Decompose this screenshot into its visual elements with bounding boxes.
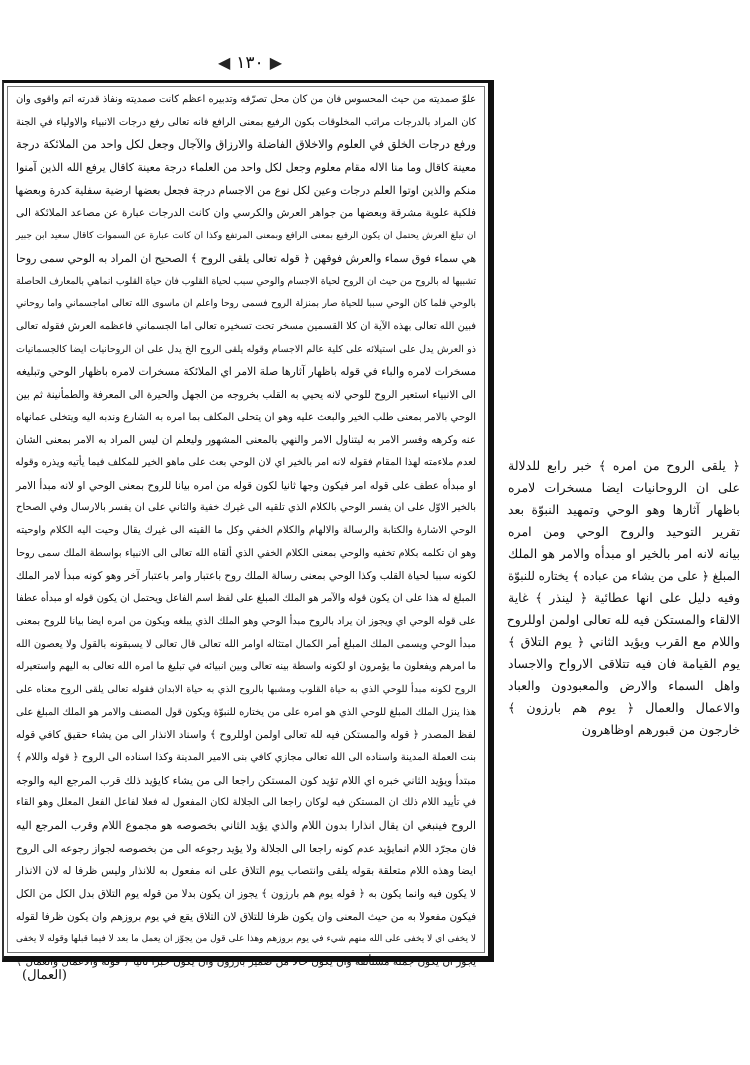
- text-line: الروح فينبغي ان يقال انذارا بدون اللام والذي يؤيد الثاني بخصوصه هو مجموع اللام وقرب المرجع اليه: [16, 819, 476, 832]
- text-line: الوحي بالامر بمعنى طلب الخير والبعث عليه وهو ان يتحلى المكلف بما امره به الشارع وندبه اليه ويتخلى عمانهاه: [16, 411, 476, 423]
- text-line: فان مجرّد اللام انمايؤيد عدم كونه راجعا الى الجلالة ولا يؤيد رجوعه الى من بخصوصه لجواز رجوعه الى الروح: [16, 842, 476, 855]
- text-line: مبدأ الوحي ويسمى الملك المبلغ أمر الكمال امتثاله اوامر الله تعالى قال تعالى لا يسبقونه بالقول ولا يعصون الله: [16, 638, 476, 650]
- text-line: ايضا وهذه اللام متعلقة بقوله يلقى وانتصاب يوم التلاق على انه مفعول به للانذار وليس ظرفا له لان الانذار: [16, 865, 476, 878]
- main-text-body: [7, 86, 485, 969]
- margin-note-line: على ان الروحانيات ايضا مسخرات لامره: [508, 480, 740, 495]
- text-line: معينة كاقال وما منا الاله مقام معلوم وجعل لكل واحد من العلماء درجة معينة كاقال يرفع الله الذين آمنوا: [16, 161, 476, 175]
- text-line: تشبيها له بالروح من حيث ان الروح لحياة الاجسام والوحي سبب لحياة القلوب فان حياة القلوب انماهي بالمعارف الحاصلة: [16, 275, 476, 287]
- text-line: لا يكون فيه وانما يكون به ﴿ قوله يوم هم بارزون ﴾ يجوز ان يكون بدلا من قوله يوم التلاق بدل الكل من الكل: [16, 888, 476, 901]
- text-line: بالوحي فلما كان الوحي سببا للحياة صار بمنزلة الروح فسمى روحا واعلم ان ماسوى الله تعالى اماجسماني واما روحاني: [16, 298, 476, 310]
- text-line: لعدم ملاءمته لهذا المقام فقوله لانه امر بالخير اي لان الوحي بعث على ماهو الخير للمكلف فيما يأتيه ويذره وقوله: [15, 457, 476, 468]
- text-line: عنه وكرهه وفسر الامر به ليتناول الامر والنهي بالمعنى المشهور وليعلم ان ليس المراد به الامر بمعنى الشان: [16, 434, 476, 447]
- text-line: ورفع درجات الخلق في العلوم والاخلاق الفاضلة والارزاق والآجال وجعل لكل واحد من الملائكة درجة: [16, 138, 476, 152]
- text-line: منكم والذين اوتوا العلم درجات وعين لكل نوع من الاجسام درجة فجعل بعضها ارضية سفلية كدرة وبعضها: [15, 183, 476, 197]
- page-header: [160, 50, 340, 76]
- text-line: على قوله الوحي اي ويجوز ان يراد بالروح مبدأ الوحي وهو الملك الذي يبلغه ويكون من امره ايضا بيانا للروح بمعنى: [16, 615, 476, 627]
- text-line: الروح لكونه مبدأ للوحي الذي به حياة القلوب ومشبها بالروح الذي به حياة الابدان فقوله تعالى يلقى الروح معناه على: [16, 683, 476, 695]
- ornament-right-icon: ▶: [269, 53, 283, 72]
- text-line: فبين الله تعالى بهذه الآية ان كلا القسمين مسخر تحت تسخيره تعالى اما الجسماني فاعظمه العرش فقوله تعالى: [16, 320, 476, 332]
- text-line: او مبدأه عطف على قوله امر فيكون وجها ثانيا لكون قوله من امره بيانا للروح بمعنى الوحي او لانه مبدأ الامر: [16, 479, 476, 492]
- text-line: المبلغ له هذا على ان يكون قوله والآمر هو الملك المبلغ على لفظ اسم الفاعل ويحتمل ان يكون قوله او مبدأه عطفا: [16, 593, 476, 605]
- text-line: هذا ينزل الملك المبلغ للوحي الذي هو امره على من يختاره للنبوّة ويكون قول المصنف والامر هو الملك المبلغ على: [16, 706, 476, 718]
- text-line: لفظ المصدر ﴿ قوله والمستكن فيه لله تعالى اولمن اوللروح ﴾ واسناد الانذار الى من يشاء حقيق كافي قوله: [16, 729, 476, 742]
- text-line: علوّ صمديته من حيث المحسوس فان من كان محل تصرّفه وتدبيره اعظم كانت صمديته ونفاذ قدرته اتم واقوى وان: [16, 94, 476, 105]
- page-number: ١٣٠: [236, 53, 264, 73]
- text-line: كان المراد بالدرجات مراتب المخلوقات بكون الرفيع بمعنى الرافع فانه تعالى رفع درجات الانبياء والاولياء في الجنة: [16, 116, 476, 128]
- margin-note-line: واللام مع القرب ويؤيد الثاني ﴿ يوم التلاق ﴾: [508, 634, 740, 649]
- text-line: مبتدأ ويؤيد الثاني خبره اي اللام تؤيد كون المستكن راجعا الى من يشاء كايؤيد ذلك قرب المرجع اليه والوجه: [16, 774, 476, 787]
- text-line: ان تبلغ العرش يحتمل ان يكون الرفيع بمعنى الرافع وبمعنى المرتفع وكذا ان كانت عبارة عن السموات كاقال سعيد ابن جبير: [16, 231, 476, 242]
- margin-note-line: واهل السماء والارض والمعبودون والعباد: [508, 678, 740, 693]
- text-line: مسخرات لامره والباء في قوله باظهار آثارها صلة الامر اي الملائكة مسخرات لامره باظهار الوحي وتبليغه: [16, 365, 476, 379]
- margin-note-line: الالقاء والمستكن فيه لله تعالى اولمن اوللروح: [506, 612, 740, 627]
- text-line: يجوز ان يكون جملة مستأنفة وان يكون حالا من ضمير بارزون وان يكون خبرا ثانيا ﴿ قوله والاعمال والعمال ﴾: [16, 956, 476, 969]
- main-text-frame: [2, 80, 494, 969]
- margin-note-line: تقرير التوحيد والروح الوحي ومن امره: [508, 524, 740, 539]
- text-line: فيكون مفعولا به من حيث المعنى وان يكون ظرفا للتلاق لان التلاق يقع في يوم بروزهم وان يكون ظرفا لقوله: [16, 910, 476, 923]
- margin-note-line: خارجون من قبورهم اوظاهرون: [581, 722, 740, 737]
- margin-note-line: باظهار آثارها وهو الوحي وتمهيد النبوّة بعد: [508, 502, 740, 517]
- margin-note-line: بيانه لانه امر بالخير او مبدأه والامر هو الملك: [508, 546, 740, 561]
- margin-note-line: يوم القيامة فان فيه تتلاقى الارواح والاجساد: [508, 656, 740, 671]
- text-line: بنت العملة المدينة واسناده الى الله تعالى مجازي كافي بنى الامير المدينة وكذا اسناده الى الروح ﴿ قوله واللام ﴾: [16, 751, 476, 763]
- text-line: هي سماء فوق سماء والعرش فوقهن ﴿ قوله تعالى يلقى الروح ﴾ الصحيح ان المراد به الوحي سمى روحا: [16, 251, 476, 265]
- margin-commentary: [508, 455, 740, 741]
- text-line: وهو ان تكلمه بكلام تخفيه والوحي بمعنى الكلام الخفي الذي ألقاه الله تعالى الى الانبياء بواسطة الملك سمى روحا: [16, 547, 476, 559]
- ornament-left-icon: ◀: [217, 53, 231, 72]
- margin-note-line: المبلغ ﴿ على من يشاء من عباده ﴾ يختاره للنبوّة: [508, 569, 740, 583]
- text-line: لا يخفى اي لا يخفى على الله منهم شيء في يوم بروزهم وهذا على قول من يجوّز ان يعمل ما بعد لا فيما قبلها وقوله لا يخفى: [16, 934, 476, 945]
- text-line: لكونه سببا لحياة القلب وكذا الوحي بمعنى رسالة الملك روح باعتبار وامر باعتبار آخر وهو كونه مبدأ لامر الملك: [16, 570, 476, 583]
- text-line: ذو العرش يدل على استيلائه على كلية عالم الاجسام وقوله يلقى الروح الخ يدل على ان الروحانيات ايضا كالجسمانيات: [16, 343, 476, 355]
- text-line: الى الانبياء استعير الروح للوحي لانه يحيي به القلب بخروجه من الجهل والحيرة الى المعرفة والطمأنينة ثم بين: [16, 388, 476, 401]
- text-line: فلكية علوية مشرقة وبعضها من جواهر العرش والكرسي وان كانت الدرجات عبارة عن مصاعد الملائكة الى: [16, 207, 476, 220]
- margin-note-line: ﴿ يلقى الروح من امره ﴾ خبر رابع للدلالة: [508, 458, 740, 473]
- text-line: الوحي الاشارة والكتابة والرسالة والالهام والكلام الخفي وكل ما القيته الى غيرك يقال وحيت اليه الكلام واوحيته: [16, 525, 476, 537]
- margin-note-line: والاعمال والعمال ﴿ يوم هم بارزون ﴾: [508, 700, 740, 715]
- text-line: بالخير الاوّل على ان يفسر الوحي بالكلام الذي تلقيه الى غيرك خفية والثاني على ان يفسر بالارسال وفي الصحاح: [16, 502, 476, 514]
- text-line: ما امرهم ويفعلون ما يؤمرون او لكونه واسطة بينه تعالى وبين انبيائه في تبليغ ما امره الله تعالى به اليهم واستعيرله: [16, 661, 476, 673]
- catchword: (العمال): [22, 968, 67, 983]
- text-line: في تأييد اللام ذلك ان المستكن فيه لوكان راجعا الى الجلالة لكان المفعول له فعلا لفاعل الفعل المعلل وهو القاء: [16, 797, 476, 809]
- margin-note-line: وفيه دليل على انها عطائية ﴿ لينذر ﴾ غاية: [508, 590, 740, 605]
